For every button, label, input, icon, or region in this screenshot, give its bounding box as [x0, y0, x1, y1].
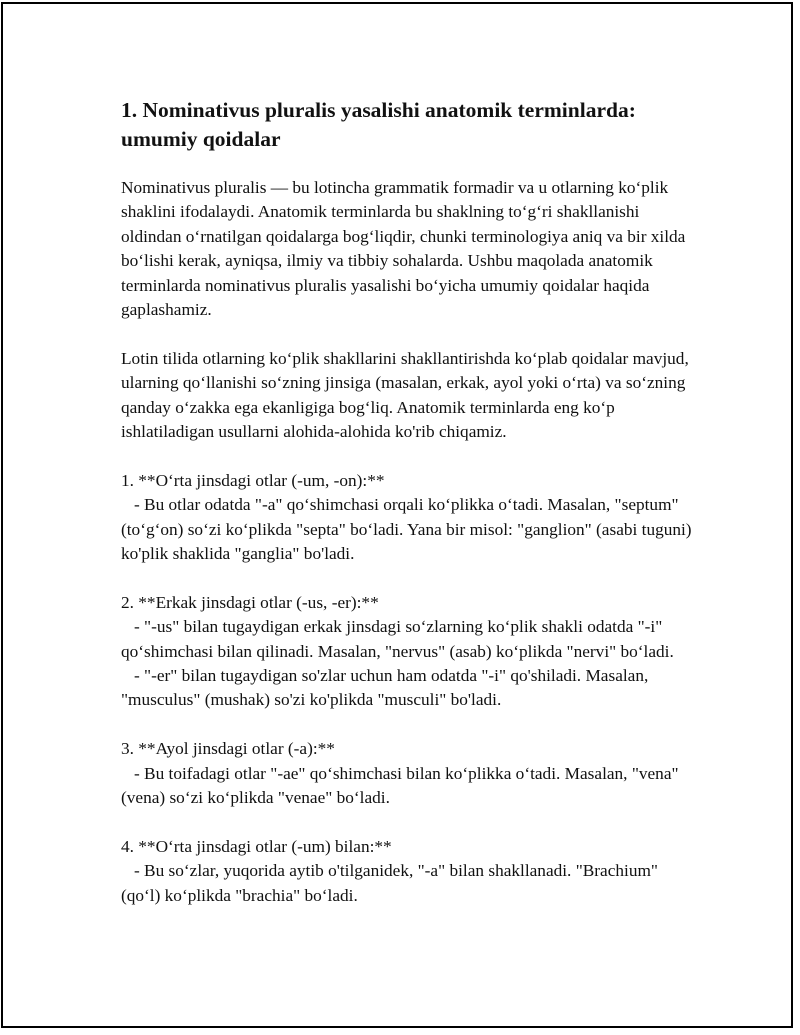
paragraph-overview: Lotin tilida otlarning ko‘plik shakllarini shakllantirishda ko‘plab qoidalar mavjud, ularning qo‘llanishi so‘zning jinsiga (masalan, erkak, ayol yoki o‘rta) va so‘zning qanday o‘zakka ega ekanligiga bog‘liq. Anatomik terminlarda eng ko‘p ishlatiladigan usullarni alohida-alohida ko'rib chiqamiz.	[121, 348, 694, 442]
page-frame	[1, 2, 793, 1028]
paragraph-intro: Nominativus pluralis — bu lotincha grammatik formadir va u otlarning ko‘plik shaklini ifodalaydi. Anatomik terminlarda bu shaklning to‘g‘ri shakllanishi oldindan o‘rnatilgan qoidalarga bog‘liqdir, chunki terminologiya aniq va bir xilda bo‘lishi kerak, ayniqsa, ilmiy va tibbiy sohalarda. Ushbu maqolada anatomik terminlarda nominativus pluralis yasalishi bo‘yicha umumiy qoidalar haqida gaplashamiz.	[121, 178, 690, 320]
document-heading: 1. Nominativus pluralis yasalishi anatomik terminlarda: umumiy qoidalar	[121, 98, 636, 151]
rule-neuter: 1. **O‘rta jinsdagi otlar (-um, -on):** - Bu otlar odatda "-a" qo‘shimchasi orqali ko‘plikka o‘tadi. Masalan, "septum" (to‘g‘on) so‘zi ko‘plikda "septa" bo‘ladi. Yana bir misol: "ganglion" (asabi tuguni) ko'plik shaklida "ganglia" bo'ladi.	[121, 470, 692, 564]
paragraph-spacer	[121, 444, 701, 468]
paragraph-spacer	[121, 811, 701, 835]
paragraph-spacer	[121, 566, 701, 590]
rule-feminine: 3. **Ayol jinsdagi otlar (-a):** - Bu toifadagi otlar "-ae" qo‘shimchasi bilan ko‘plikka o‘tadi. Masalan, "vena" (vena) so‘zi ko‘plikda "venae" bo‘ladi.	[121, 739, 679, 808]
rule-neuter-um: 4. **O‘rta jinsdagi otlar (-um) bilan:** - Bu so‘zlar, yuqorida aytib o'tilganidek, "-a" bilan shakllanadi. "Brachium" (qo‘l) ko‘plikda "brachia" bo‘ladi.	[121, 836, 658, 905]
rule-masculine: 2. **Erkak jinsdagi otlar (-us, -er):** - "-us" bilan tugaydigan erkak jinsdagi so‘zlarning ko‘plik shakli odatda "-i" qo‘shimchasi bilan qilinadi. Masalan, "nervus" (asab) ko‘plikda "nervi" bo‘ladi. - "-er" bilan tugaydigan so'zlar uchun ham odatda "-i" qo'shiladi. Masalan, "musculus" (mushak) so'zi ko'plikda "musculi" bo'ladi.	[121, 592, 674, 710]
paragraph-spacer	[121, 322, 701, 346]
document-body	[121, 96, 701, 908]
paragraph-spacer	[121, 713, 701, 737]
